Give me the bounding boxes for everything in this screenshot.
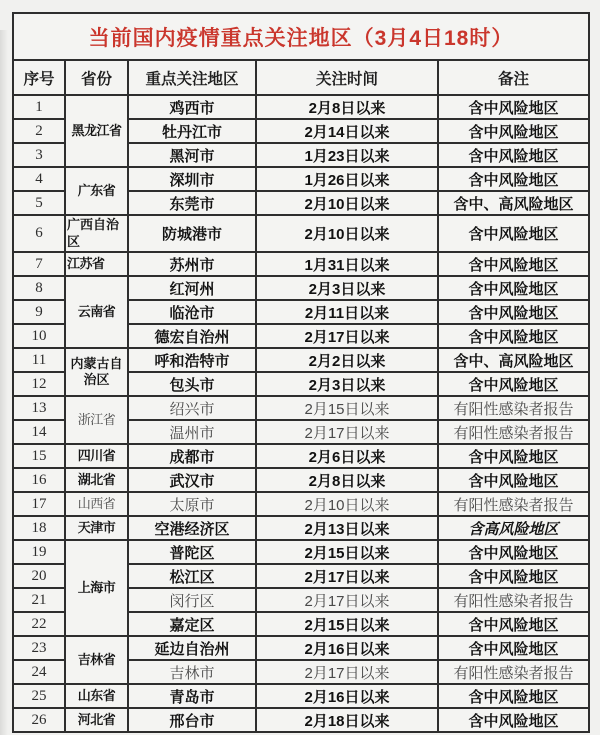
seq-cell: 8	[13, 276, 65, 300]
seq-cell: 22	[13, 612, 65, 636]
title-row	[13, 13, 589, 60]
time-cell: 2月10日以来	[256, 215, 438, 252]
note-cell: 含高风险地区	[438, 516, 589, 540]
area-cell: 邢台市	[128, 708, 256, 732]
time-cell: 2月17日以来	[256, 588, 438, 612]
time-cell: 2月3日以来	[256, 276, 438, 300]
time-cell: 1月23日以来	[256, 143, 438, 167]
column-header-note: 备注	[438, 60, 589, 95]
column-header-time: 关注时间	[256, 60, 438, 95]
table-row	[13, 444, 589, 468]
table-row	[13, 276, 589, 300]
province-cell: 广西自治区	[65, 215, 128, 252]
column-header-province: 省份	[65, 60, 128, 95]
time-cell: 2月17日以来	[256, 324, 438, 348]
note-cell: 含中风险地区	[438, 540, 589, 564]
time-cell: 2月16日以来	[256, 636, 438, 660]
note-cell: 有阳性感染者报告	[438, 396, 589, 420]
note-cell: 含中风险地区	[438, 167, 589, 191]
note-cell: 含中风险地区	[438, 215, 589, 252]
area-cell: 呼和浩特市	[128, 348, 256, 372]
seq-cell: 13	[13, 396, 65, 420]
seq-cell: 10	[13, 324, 65, 348]
area-cell: 空港经济区	[128, 516, 256, 540]
seq-cell: 26	[13, 708, 65, 732]
note-cell: 有阳性感染者报告	[438, 588, 589, 612]
seq-cell: 11	[13, 348, 65, 372]
area-cell: 东莞市	[128, 191, 256, 215]
province-cell: 黑龙江省	[65, 95, 128, 167]
seq-cell: 9	[13, 300, 65, 324]
province-cell: 四川省	[65, 444, 128, 468]
note-cell: 有阳性感染者报告	[438, 492, 589, 516]
time-cell: 2月10日以来	[256, 191, 438, 215]
time-cell: 2月17日以来	[256, 660, 438, 684]
note-cell: 含中风险地区	[438, 684, 589, 708]
time-cell: 2月13日以来	[256, 516, 438, 540]
time-cell: 2月15日以来	[256, 540, 438, 564]
province-cell: 江苏省	[65, 252, 128, 276]
table-row	[13, 684, 589, 708]
seq-cell: 14	[13, 420, 65, 444]
province-cell: 广东省	[65, 167, 128, 215]
area-cell: 太原市	[128, 492, 256, 516]
note-cell: 有阳性感染者报告	[438, 420, 589, 444]
time-cell: 2月2日以来	[256, 348, 438, 372]
seq-cell: 5	[13, 191, 65, 215]
table-row	[13, 468, 589, 492]
note-cell: 含中风险地区	[438, 300, 589, 324]
epidemic-focus-table	[12, 12, 590, 733]
time-cell: 2月18日以来	[256, 708, 438, 732]
note-cell: 含中风险地区	[438, 636, 589, 660]
note-cell: 含中风险地区	[438, 276, 589, 300]
area-cell: 红河州	[128, 276, 256, 300]
area-cell: 绍兴市	[128, 396, 256, 420]
area-cell: 防城港市	[128, 215, 256, 252]
time-cell: 2月15日以来	[256, 612, 438, 636]
column-header-area: 重点关注地区	[128, 60, 256, 95]
province-cell: 河北省	[65, 708, 128, 732]
area-cell: 温州市	[128, 420, 256, 444]
province-cell: 内蒙古自治区	[65, 348, 128, 396]
seq-cell: 4	[13, 167, 65, 191]
seq-cell: 24	[13, 660, 65, 684]
time-cell: 1月31日以来	[256, 252, 438, 276]
province-cell: 云南省	[65, 276, 128, 348]
seq-cell: 20	[13, 564, 65, 588]
table-row	[13, 252, 589, 276]
time-cell: 2月14日以来	[256, 119, 438, 143]
seq-cell: 2	[13, 119, 65, 143]
area-cell: 成都市	[128, 444, 256, 468]
header-row	[13, 60, 589, 95]
time-cell: 1月26日以来	[256, 167, 438, 191]
area-cell: 吉林市	[128, 660, 256, 684]
seq-cell: 23	[13, 636, 65, 660]
area-cell: 德宏自治州	[128, 324, 256, 348]
table-row	[13, 348, 589, 372]
time-cell: 2月17日以来	[256, 564, 438, 588]
area-cell: 闵行区	[128, 588, 256, 612]
table-row	[13, 708, 589, 732]
seq-cell: 3	[13, 143, 65, 167]
time-cell: 2月8日以来	[256, 468, 438, 492]
time-cell: 2月6日以来	[256, 444, 438, 468]
table-body	[13, 95, 589, 732]
province-cell: 山东省	[65, 684, 128, 708]
area-cell: 嘉定区	[128, 612, 256, 636]
seq-cell: 25	[13, 684, 65, 708]
note-cell: 含中风险地区	[438, 143, 589, 167]
table-row	[13, 167, 589, 191]
table-row	[13, 95, 589, 119]
area-cell: 延边自治州	[128, 636, 256, 660]
area-cell: 牡丹江市	[128, 119, 256, 143]
time-cell: 2月8日以来	[256, 95, 438, 119]
area-cell: 黑河市	[128, 143, 256, 167]
area-cell: 武汉市	[128, 468, 256, 492]
area-cell: 临沧市	[128, 300, 256, 324]
table-row	[13, 540, 589, 564]
seq-cell: 17	[13, 492, 65, 516]
table-row	[13, 492, 589, 516]
seq-cell: 19	[13, 540, 65, 564]
time-cell: 2月11日以来	[256, 300, 438, 324]
column-header-seq: 序号	[13, 60, 65, 95]
note-cell: 含中风险地区	[438, 252, 589, 276]
area-cell: 苏州市	[128, 252, 256, 276]
note-cell: 含中风险地区	[438, 444, 589, 468]
seq-cell: 1	[13, 95, 65, 119]
note-cell: 有阳性感染者报告	[438, 660, 589, 684]
province-cell: 山西省	[65, 492, 128, 516]
note-cell: 含中风险地区	[438, 119, 589, 143]
note-cell: 含中、高风险地区	[438, 191, 589, 215]
province-cell: 上海市	[65, 540, 128, 636]
page-title: 当前国内疫情重点关注地区（3月4日18时）	[13, 13, 589, 60]
area-cell: 青岛市	[128, 684, 256, 708]
province-cell: 湖北省	[65, 468, 128, 492]
area-cell: 普陀区	[128, 540, 256, 564]
area-cell: 包头市	[128, 372, 256, 396]
note-cell: 含中风险地区	[438, 612, 589, 636]
table-row	[13, 516, 589, 540]
seq-cell: 16	[13, 468, 65, 492]
time-cell: 2月3日以来	[256, 372, 438, 396]
table-row	[13, 215, 589, 252]
seq-cell: 12	[13, 372, 65, 396]
note-cell: 含中风险地区	[438, 372, 589, 396]
note-cell: 含中风险地区	[438, 708, 589, 732]
seq-cell: 6	[13, 215, 65, 252]
note-cell: 含中、高风险地区	[438, 348, 589, 372]
area-cell: 深圳市	[128, 167, 256, 191]
note-cell: 含中风险地区	[438, 468, 589, 492]
note-cell: 含中风险地区	[438, 564, 589, 588]
province-cell: 天津市	[65, 516, 128, 540]
area-cell: 松江区	[128, 564, 256, 588]
area-cell: 鸡西市	[128, 95, 256, 119]
time-cell: 2月17日以来	[256, 420, 438, 444]
seq-cell: 15	[13, 444, 65, 468]
seq-cell: 7	[13, 252, 65, 276]
time-cell: 2月10日以来	[256, 492, 438, 516]
seq-cell: 18	[13, 516, 65, 540]
seq-cell: 21	[13, 588, 65, 612]
province-cell: 吉林省	[65, 636, 128, 684]
time-cell: 2月15日以来	[256, 396, 438, 420]
note-cell: 含中风险地区	[438, 95, 589, 119]
table-row	[13, 636, 589, 660]
note-cell: 含中风险地区	[438, 324, 589, 348]
province-cell: 浙江省	[65, 396, 128, 444]
table-row	[13, 396, 589, 420]
time-cell: 2月16日以来	[256, 684, 438, 708]
